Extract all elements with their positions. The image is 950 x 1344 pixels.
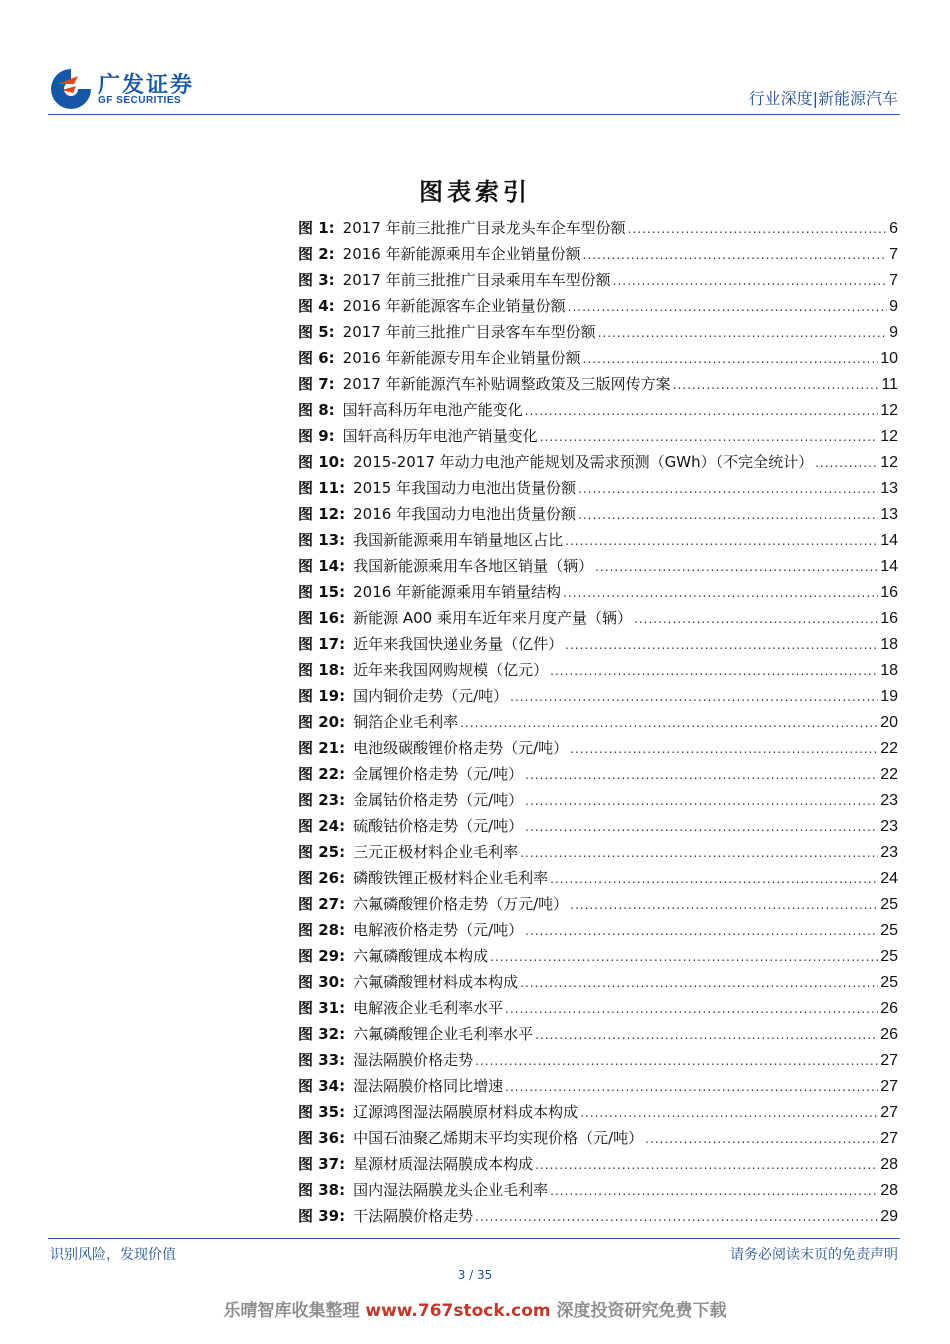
toc-entry-title: 电解液价格走势（元/吨） [353, 921, 524, 939]
toc-leader-dots [550, 1178, 878, 1204]
toc-entry-title: 国内铜价走势（元/吨） [353, 687, 509, 705]
toc-entry-label: 图 21: [298, 739, 346, 757]
toc-leader-dots [613, 268, 887, 294]
toc-entry[interactable] [298, 709, 898, 735]
toc-leader-dots [475, 1048, 878, 1074]
toc-leader-dots [550, 658, 878, 684]
toc-entry-page: 12 [880, 402, 898, 419]
toc-entry-page: 24 [880, 870, 898, 887]
toc-entry-page: 23 [880, 844, 898, 861]
toc-entry[interactable] [298, 1125, 898, 1151]
toc-entry[interactable] [298, 1203, 898, 1229]
toc-leader-dots [535, 1152, 878, 1178]
report-category: 行业深度|新能源汽车 [748, 89, 898, 108]
toc-entry[interactable] [298, 423, 898, 449]
toc-leader-dots [525, 788, 878, 814]
toc-entry-label: 图 36: [298, 1129, 346, 1147]
page-title: 图表索引 [419, 178, 531, 206]
toc-entry-page: 14 [880, 558, 898, 575]
toc-entry[interactable] [298, 917, 898, 943]
toc-leader-dots [505, 996, 878, 1022]
toc-leader-dots [510, 684, 878, 710]
toc-entry-label: 图 16: [298, 609, 346, 627]
toc-entry-page: 11 [881, 376, 898, 393]
toc-entry[interactable] [298, 449, 898, 475]
toc-leader-dots [525, 762, 878, 788]
toc-entry-label: 图 14: [298, 557, 346, 575]
page-number: 3 / 35 [457, 1268, 493, 1282]
toc-entry-page: 27 [880, 1130, 898, 1147]
toc-entry-title: 电池级碳酸锂价格走势（元/吨） [353, 739, 569, 757]
toc-entry-title: 星源材质湿法隔膜成本构成 [353, 1155, 534, 1173]
toc-leader-dots [563, 580, 878, 606]
toc-entry[interactable] [298, 605, 898, 631]
toc-entry-label: 图 25: [298, 843, 346, 861]
toc-leader-dots [565, 632, 878, 658]
toc-entry[interactable] [298, 891, 898, 917]
toc-entry-page: 25 [880, 896, 898, 913]
toc-leader-dots [628, 216, 887, 242]
toc-entry-label: 图 4: [298, 297, 335, 315]
toc-leader-dots [568, 294, 887, 320]
toc-entry-page: 28 [880, 1182, 898, 1199]
header-divider [48, 114, 900, 115]
footer-slogan: 识别风险，发现价值 [50, 1247, 176, 1263]
toc-entry-title: 干法隔膜价格走势 [353, 1207, 474, 1225]
toc-entry-page: 18 [880, 636, 898, 653]
toc-entry-page: 23 [880, 792, 898, 809]
toc-entry[interactable] [298, 761, 898, 787]
toc-entry-page: 26 [880, 1026, 898, 1043]
toc-entry-page: 25 [880, 922, 898, 939]
toc-entry-label: 图 29: [298, 947, 346, 965]
toc-leader-dots [598, 320, 887, 346]
toc-entry[interactable] [298, 787, 898, 813]
toc-entry-page: 22 [880, 740, 898, 757]
toc-entry-label: 图 11: [298, 479, 346, 497]
toc-leader-dots [578, 476, 878, 502]
toc-entry-page: 25 [880, 948, 898, 965]
toc-entry-title: 2016 年新能源乘用车销量结构 [353, 583, 562, 601]
toc-entry-page: 26 [880, 1000, 898, 1017]
toc-leader-dots [634, 606, 878, 632]
toc-entry-page: 29 [880, 1208, 898, 1225]
toc-entry-title: 六氟磷酸锂材料成本构成 [353, 973, 519, 991]
toc-entry-label: 图 6: [298, 349, 335, 367]
toc-leader-dots [520, 970, 878, 996]
toc-entry-page: 16 [880, 610, 898, 627]
toc-entry[interactable] [298, 345, 898, 371]
toc-entry-title: 近年来我国网购规模（亿元） [353, 661, 549, 679]
toc-entry-label: 图 5: [298, 323, 335, 341]
watermark [0, 1296, 950, 1321]
toc-entry-label: 图 33: [298, 1051, 346, 1069]
toc-entry[interactable] [298, 475, 898, 501]
logo-mark-icon [48, 66, 94, 112]
toc-entry-label: 图 9: [298, 427, 335, 445]
toc-entry[interactable] [298, 1073, 898, 1099]
toc-leader-dots [595, 554, 878, 580]
toc-entry-label: 图 19: [298, 687, 346, 705]
toc-entry-title: 2015 年我国动力电池出货量份额 [353, 479, 577, 497]
toc-entry-label: 图 28: [298, 921, 346, 939]
toc-entry-label: 图 38: [298, 1181, 346, 1199]
toc-entry-label: 图 22: [298, 765, 346, 783]
toc-entry-label: 图 3: [298, 271, 335, 289]
toc-leader-dots [525, 398, 879, 424]
toc-entry-page: 14 [880, 532, 898, 549]
toc-leader-dots [583, 242, 887, 268]
toc-entry-title: 我国新能源乘用车各地区销量（辆） [353, 557, 594, 575]
toc-entry-label: 图 12: [298, 505, 346, 523]
toc-leader-dots [565, 528, 878, 554]
toc-entry[interactable] [298, 631, 898, 657]
toc-entry-page: 7 [889, 272, 898, 289]
toc-leader-dots [550, 866, 878, 892]
toc-entry[interactable] [298, 1047, 898, 1073]
toc-entry-title: 辽源鸿图湿法隔膜原材料成本构成 [353, 1103, 579, 1121]
toc-entry[interactable] [298, 1177, 898, 1203]
toc-leader-dots [583, 346, 879, 372]
toc-entry[interactable] [298, 579, 898, 605]
toc-entry-title: 2016 年新能源乘用车企业销量份额 [342, 245, 581, 263]
toc-entry-page: 20 [880, 714, 898, 731]
toc-entry[interactable] [298, 319, 898, 345]
toc-entry-title: 金属锂价格走势（元/吨） [353, 765, 524, 783]
toc-entry-label: 图 23: [298, 791, 346, 809]
toc-entry-label: 图 34: [298, 1077, 346, 1095]
toc-entry-title: 六氟磷酸锂价格走势（万元/吨） [353, 895, 569, 913]
toc-entry[interactable] [298, 267, 898, 293]
toc-entry-title: 2017 年前三批推广目录客车车型份额 [342, 323, 596, 341]
toc-entry-title: 2017 年前三批推广目录乘用车车型份额 [342, 271, 611, 289]
toc-entry-label: 图 27: [298, 895, 346, 913]
toc-entry-label: 图 8: [298, 401, 335, 419]
toc-entry-label: 图 17: [298, 635, 346, 653]
toc-leader-dots [580, 1100, 878, 1126]
toc-entry-page: 9 [889, 324, 898, 341]
toc-entry-page: 27 [880, 1052, 898, 1069]
toc-entry-page: 9 [889, 298, 898, 315]
toc-entry-label: 图 30: [298, 973, 346, 991]
toc-entry[interactable] [298, 1151, 898, 1177]
toc-entry-page: 10 [880, 350, 898, 367]
toc-entry[interactable] [298, 215, 898, 241]
watermark-prefix: 乐晴智库收集整理 [223, 1301, 360, 1321]
toc-leader-dots [490, 944, 878, 970]
toc-leader-dots [475, 1204, 878, 1230]
toc-leader-dots [645, 1126, 878, 1152]
toc-entry-title: 六氟磷酸锂企业毛利率水平 [353, 1025, 534, 1043]
toc-leader-dots [460, 710, 878, 736]
toc-entry-page: 25 [880, 974, 898, 991]
toc-entry-title: 湿法隔膜价格同比增速 [353, 1077, 504, 1095]
toc-entry[interactable] [298, 735, 898, 761]
toc-leader-dots [525, 918, 878, 944]
toc-entry-page: 19 [880, 688, 898, 705]
footer-disclaimer-link[interactable]: 请务必阅读末页的免责声明 [730, 1247, 898, 1263]
toc-entry-title: 国内湿法隔膜龙头企业毛利率 [353, 1181, 549, 1199]
toc-entry[interactable] [298, 995, 898, 1021]
toc-entry[interactable] [298, 241, 898, 267]
toc-entry-label: 图 32: [298, 1025, 346, 1043]
toc-entry-page: 23 [880, 818, 898, 835]
toc-entry-label: 图 7: [298, 375, 335, 393]
toc-leader-dots [570, 736, 878, 762]
watermark-suffix: 深度投资研究免费下载 [556, 1301, 727, 1321]
toc-entry-title: 2016 年新能源客车企业销量份额 [342, 297, 566, 315]
toc-entry[interactable] [298, 865, 898, 891]
toc-entry[interactable] [298, 553, 898, 579]
toc-entry[interactable] [298, 527, 898, 553]
toc-entry-title: 中国石油聚乙烯期末平均实现价格（元/吨） [353, 1129, 644, 1147]
toc-entry-page: 13 [880, 506, 898, 523]
toc-leader-dots [505, 1074, 878, 1100]
toc-entry-title: 国轩高科历年电池产销量变化 [342, 427, 538, 445]
toc-entry-page: 16 [880, 584, 898, 601]
toc-leader-dots [520, 840, 878, 866]
toc-entry-title: 湿法隔膜价格走势 [353, 1051, 474, 1069]
toc-entry-page: 27 [880, 1078, 898, 1095]
toc-entry-label: 图 15: [298, 583, 346, 601]
figure-index-list [298, 215, 898, 1229]
toc-entry[interactable] [298, 683, 898, 709]
toc-entry-title: 我国新能源乘用车销量地区占比 [353, 531, 564, 549]
toc-entry-title: 2015-2017 年动力电池产能规划及需求预测（GWh）（不完全统计） [353, 453, 814, 471]
toc-entry[interactable] [298, 1021, 898, 1047]
toc-entry-title: 2016 年新能源专用车企业销量份额 [342, 349, 581, 367]
toc-entry-title: 六氟磷酸锂成本构成 [353, 947, 489, 965]
toc-entry-page: 12 [880, 428, 898, 445]
toc-entry-title: 新能源 A00 乘用车近年来月度产量（辆） [353, 609, 632, 627]
toc-leader-dots [673, 372, 880, 398]
toc-entry-label: 图 35: [298, 1103, 346, 1121]
toc-entry-page: 27 [880, 1104, 898, 1121]
toc-entry-title: 国轩高科历年电池产能变化 [342, 401, 523, 419]
company-logo [48, 66, 218, 112]
toc-entry[interactable] [298, 501, 898, 527]
toc-entry-page: 13 [880, 480, 898, 497]
toc-leader-dots [570, 892, 878, 918]
toc-entry[interactable] [298, 969, 898, 995]
toc-entry[interactable] [298, 293, 898, 319]
toc-entry-page: 7 [889, 246, 898, 263]
toc-leader-dots [578, 502, 878, 528]
toc-entry-label: 图 18: [298, 661, 346, 679]
logo-english-text: GF SECURITIES [98, 95, 182, 106]
toc-entry-title: 2016 年我国动力电池出货量份额 [353, 505, 577, 523]
toc-entry-label: 图 2: [298, 245, 335, 263]
toc-entry-label: 图 24: [298, 817, 346, 835]
toc-entry[interactable] [298, 839, 898, 865]
toc-entry-title: 三元正极材料企业毛利率 [353, 843, 519, 861]
toc-leader-dots [535, 1022, 878, 1048]
toc-leader-dots [525, 814, 878, 840]
toc-entry-title: 硫酸钴价格走势（元/吨） [353, 817, 524, 835]
toc-entry-title: 铜箔企业毛利率 [353, 713, 459, 731]
toc-entry-label: 图 26: [298, 869, 346, 887]
toc-entry[interactable] [298, 371, 898, 397]
toc-entry-title: 电解液企业毛利率水平 [353, 999, 504, 1017]
toc-entry-label: 图 39: [298, 1207, 346, 1225]
page-header [0, 0, 950, 120]
toc-entry-page: 22 [880, 766, 898, 783]
toc-entry-page: 12 [880, 454, 898, 471]
footer-divider [48, 1238, 900, 1239]
toc-entry-label: 图 1: [298, 219, 335, 237]
toc-entry-label: 图 37: [298, 1155, 346, 1173]
toc-entry-page: 28 [880, 1156, 898, 1173]
logo-chinese-text: 广发证券 [98, 73, 195, 98]
toc-entry-page: 18 [880, 662, 898, 679]
toc-entry[interactable] [298, 397, 898, 423]
toc-entry-label: 图 13: [298, 531, 346, 549]
toc-entry[interactable] [298, 943, 898, 969]
watermark-url[interactable]: www.767stock.com [365, 1301, 551, 1321]
toc-entry-title: 磷酸铁锂正极材料企业毛利率 [353, 869, 549, 887]
toc-leader-dots [540, 424, 879, 450]
toc-entry-page: 6 [889, 220, 898, 237]
toc-entry-title: 近年来我国快递业务量（亿件） [353, 635, 564, 653]
toc-leader-dots [815, 450, 878, 476]
toc-entry-label: 图 10: [298, 453, 346, 471]
toc-entry-label: 图 31: [298, 999, 346, 1017]
toc-entry-label: 图 20: [298, 713, 346, 731]
toc-entry-title: 2017 年新能源汽车补贴调整政策及三版网传方案 [342, 375, 671, 393]
toc-entry-title: 金属钴价格走势（元/吨） [353, 791, 524, 809]
toc-entry[interactable] [298, 1099, 898, 1125]
toc-entry[interactable] [298, 657, 898, 683]
toc-entry[interactable] [298, 813, 898, 839]
toc-entry-title: 2017 年前三批推广目录龙头车企车型份额 [342, 219, 626, 237]
